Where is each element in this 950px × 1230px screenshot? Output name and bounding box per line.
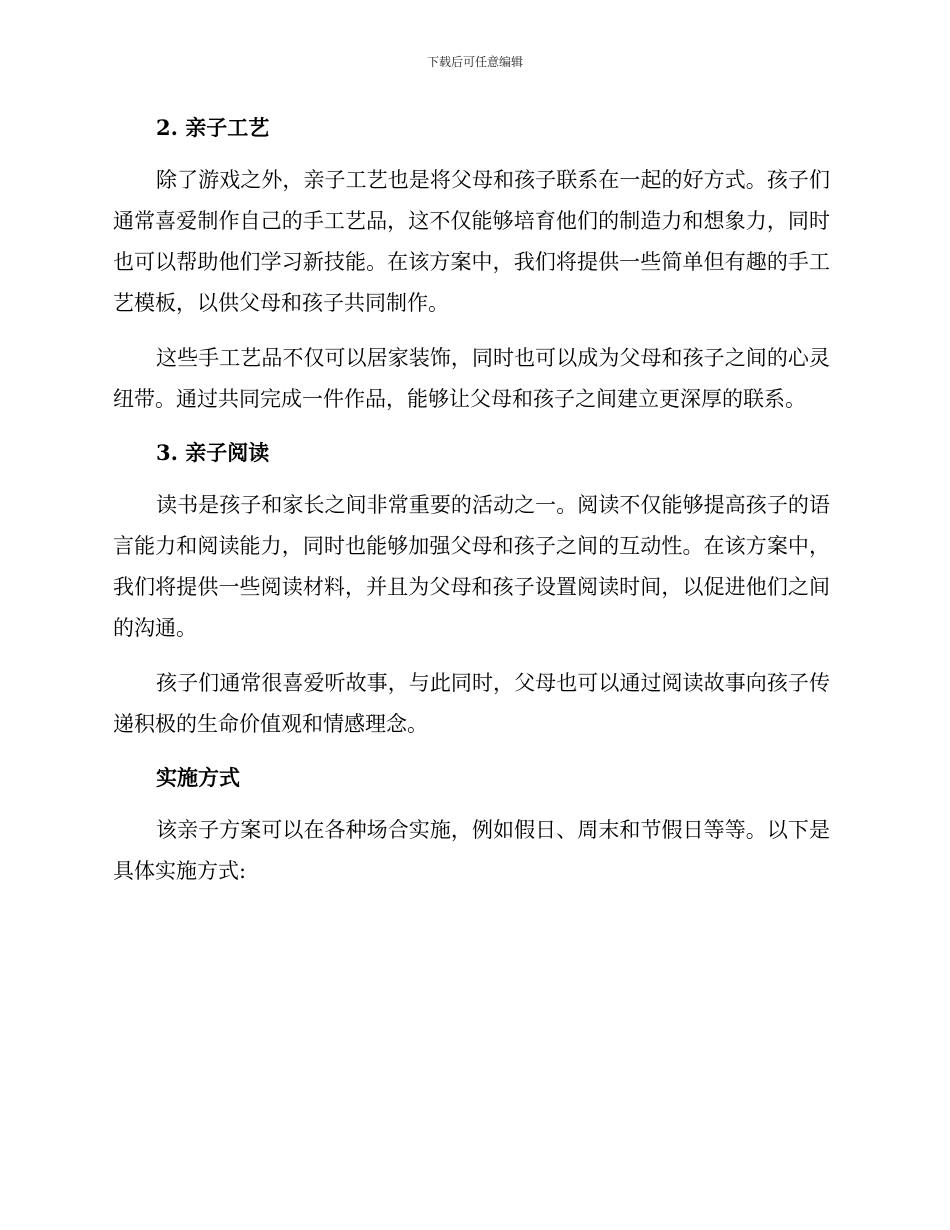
section-heading-reading: 3. 亲子阅读 bbox=[156, 440, 270, 465]
paragraph-craft-2: 这些手工艺品不仅可以居家装饰，同时也可以成为父母和孩子之间的心灵纽带。通过共同完成一件作品，能够让父母和孩子之间建立更深厚的联系。 bbox=[113, 346, 830, 411]
section-heading-implementation: 实施方式 bbox=[156, 765, 240, 790]
document-body bbox=[113, 110, 830, 892]
paragraph-implementation-1: 该亲子方案可以在各种场合实施，例如假日、周末和节假日等等。以下是具体实施方式: bbox=[113, 818, 830, 883]
page-header: 下载后可任意编辑 bbox=[426, 55, 523, 69]
paragraph-craft-1: 除了游戏之外，亲子工艺也是将父母和孩子联系在一起的好方式。孩子们通常喜爱制作自己的手工艺品，这不仅能够培育他们的制造力和想象力，同时也可以帮助他们学习新技能。在该方案中，我们将提供一些简单但有趣的手工艺模板，以供父母和孩子共同制作。 bbox=[113, 168, 830, 315]
section-heading-craft: 2. 亲子工艺 bbox=[156, 115, 270, 140]
paragraph-reading-1: 读书是孩子和家长之间非常重要的活动之一。阅读不仅能够提高孩子的语言能力和阅读能力，同时也能够加强父母和孩子之间的互动性。在该方案中，我们将提供一些阅读材料，并且为父母和孩子设置阅读时间，以促进他们之间的沟通。 bbox=[113, 493, 830, 640]
paragraph-reading-2: 孩子们通常很喜爱听故事，与此同时，父母也可以通过阅读故事向孩子传递积极的生命价值观和情感理念。 bbox=[113, 671, 830, 736]
